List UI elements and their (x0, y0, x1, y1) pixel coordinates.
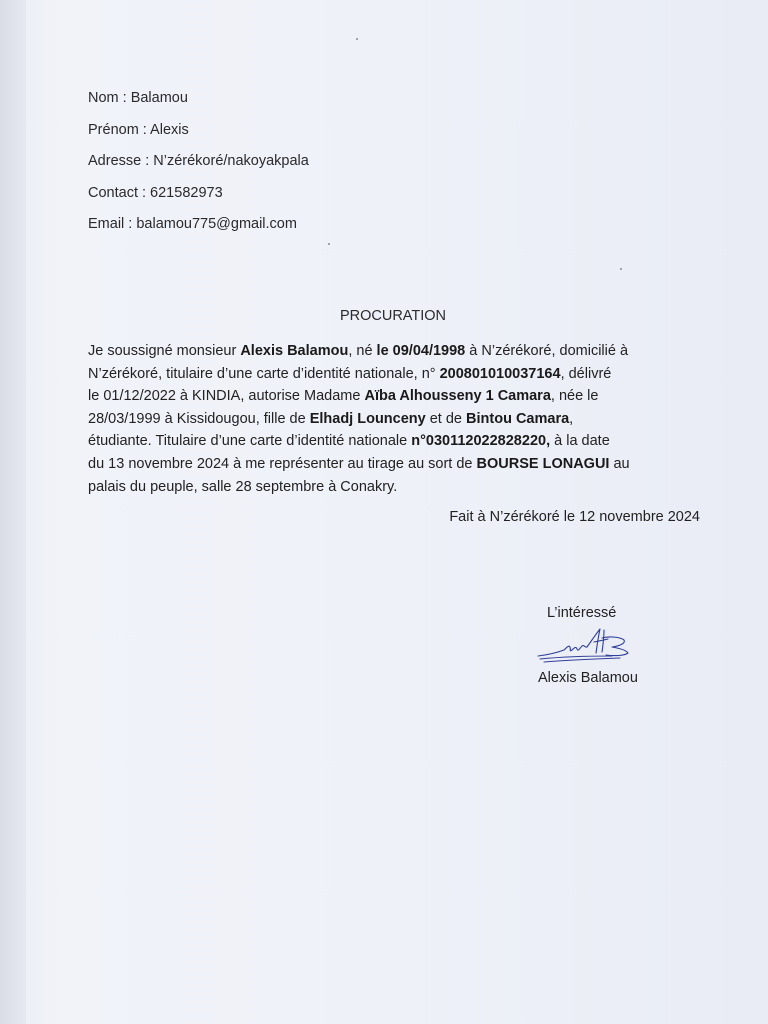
page-edge-shadow (0, 0, 26, 1024)
body-line-5 (88, 430, 708, 453)
text-span: , né (348, 343, 377, 359)
body-line-3 (88, 385, 708, 408)
scan-speck (620, 268, 622, 270)
place-and-date: Fait à N’zérékoré le 12 novembre 2024 (449, 509, 700, 525)
sender-name: Nom : Balamou (88, 90, 188, 106)
sender-firstname: Prénom : Alexis (88, 121, 189, 138)
bold-span: Bintou Camara (466, 410, 570, 427)
text-span: , délivré (560, 365, 612, 382)
text-span: et de (425, 410, 467, 427)
body-line-1 (88, 340, 708, 363)
signature-label: L’intéressé (547, 605, 617, 621)
bold-span: Elhadj Lounceny (309, 410, 426, 427)
bold-span: le 09/04/1998 (376, 343, 466, 359)
sender-contact: Contact : 621582973 (88, 184, 223, 201)
procuration-body (88, 340, 708, 498)
text-span: à N’zérékoré, domicilié à (465, 343, 629, 359)
bold-span: n°030112022828220, (411, 433, 551, 450)
bold-span: BOURSE LONAGUI (476, 455, 610, 472)
scan-speck (328, 243, 330, 245)
body-line-4 (88, 408, 708, 431)
sender-address: Adresse : N’zérékoré/nakoyakpala (88, 153, 309, 169)
bold-span: Alexis Balamou (240, 343, 349, 359)
scan-speck (356, 38, 358, 40)
sender-details (88, 83, 309, 241)
text-span: le 01/12/2022 à KINDIA, autorise Madame (88, 388, 365, 405)
body-line-2 (88, 363, 708, 386)
sender-email: Email : balamou775@gmail.com (88, 216, 297, 232)
document-title: PROCURATION (339, 308, 447, 324)
handwritten-signature (536, 626, 632, 666)
text-span: palais du peuple, salle 28 septembre à Conakry. (88, 478, 398, 495)
text-span: étudiante. Titulaire d’une carte d’identité nationale (88, 433, 412, 450)
text-span: au (609, 455, 630, 472)
body-line-7 (88, 476, 708, 499)
signer-name: Alexis Balamou (538, 670, 638, 686)
text-span: Je soussigné monsieur (88, 343, 241, 359)
text-span: , née le (550, 388, 599, 405)
text-span: du 13 novembre 2024 à me représenter au tirage au sort de (88, 455, 477, 472)
bold-span: 200801010037164 (439, 365, 561, 382)
text-span: 28/03/1999 à Kissidougou, fille de (88, 410, 310, 427)
bold-span: Aïba Alhousseny 1 Camara (364, 388, 551, 405)
text-span: , (569, 410, 574, 427)
text-span: à la date (550, 433, 610, 450)
body-line-6 (88, 453, 708, 476)
text-span: N’zérékoré, titulaire d’une carte d’identité nationale, n° (88, 365, 440, 382)
